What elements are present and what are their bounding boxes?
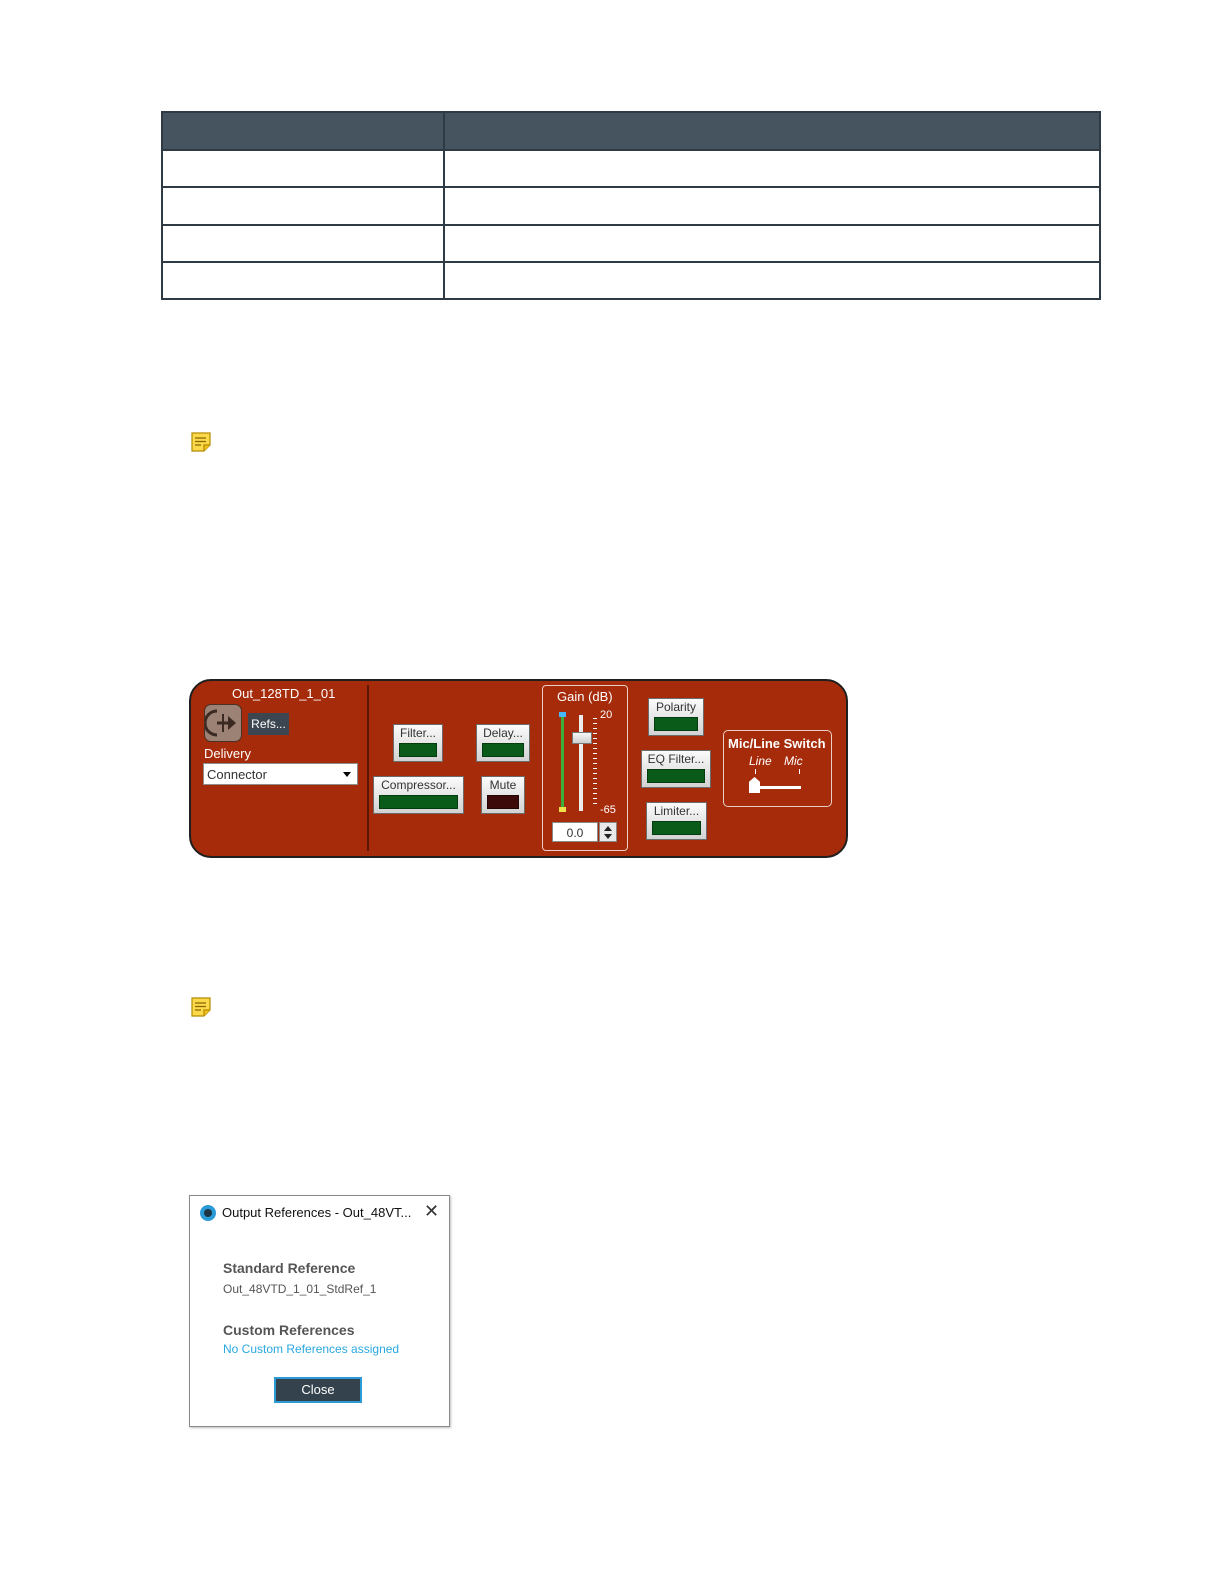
table-row [162, 225, 1100, 262]
table-header-row [162, 112, 1100, 150]
output-route-icon [205, 705, 241, 741]
delivery-select-value: Connector [207, 767, 267, 782]
standard-reference-heading: Standard Reference [223, 1260, 356, 1276]
compressor-indicator [379, 795, 458, 809]
gain-value-input[interactable]: 0.0 [552, 822, 598, 842]
spin-up-icon[interactable] [604, 826, 612, 831]
eq-filter-indicator [647, 769, 705, 783]
table-cell [444, 262, 1100, 299]
route-icon[interactable] [204, 704, 242, 742]
table-cell [162, 187, 444, 224]
mic-label: Mic [784, 754, 803, 768]
table-cell [162, 225, 444, 262]
custom-references-heading: Custom References [223, 1322, 355, 1338]
switch-tick-mic [799, 769, 800, 774]
standard-reference-value: Out_48VTD_1_01_StdRef_1 [223, 1282, 377, 1296]
table-header-cell [162, 112, 444, 150]
delay-button-label: Delay... [483, 726, 523, 740]
limiter-button-label: Limiter... [653, 804, 700, 818]
filter-button-label: Filter... [399, 726, 436, 740]
gain-meter-top-cap [559, 712, 566, 717]
switch-tick-line [755, 769, 756, 774]
gain-min-label: -65 [600, 804, 616, 816]
delay-button[interactable] [476, 724, 530, 762]
table-cell [162, 262, 444, 299]
compressor-button[interactable] [373, 776, 464, 814]
eq-filter-button-label: EQ Filter... [647, 752, 705, 766]
polarity-button-label: Polarity [655, 700, 696, 714]
gain-level-meter [561, 715, 564, 811]
delivery-label: Delivery [204, 746, 251, 761]
eq-filter-button[interactable] [641, 750, 711, 788]
output-references-dialog [189, 1195, 450, 1427]
gain-spinner[interactable] [599, 822, 617, 842]
note-icon [190, 431, 212, 453]
table-cell [444, 225, 1100, 262]
close-button[interactable]: Close [274, 1377, 362, 1403]
gain-title: Gain (dB) [557, 689, 613, 704]
compressor-button-label: Compressor... [381, 778, 456, 792]
table-row [162, 262, 1100, 299]
table-row [162, 150, 1100, 187]
polarity-button[interactable] [648, 698, 704, 736]
block-name: Out_128TD_1_01 [232, 686, 336, 701]
table-cell [162, 150, 444, 187]
table-cell [444, 150, 1100, 187]
delay-indicator [482, 743, 524, 757]
gain-max-label: 20 [600, 709, 613, 721]
limiter-indicator [652, 821, 701, 835]
polarity-indicator [654, 717, 698, 731]
mic-line-title: Mic/Line Switch [728, 736, 826, 751]
switch-thumb[interactable] [749, 777, 760, 793]
note-icon [190, 996, 212, 1018]
table-row [162, 187, 1100, 224]
gain-control [542, 685, 628, 851]
mute-button[interactable] [481, 776, 525, 814]
switch-rail[interactable] [755, 786, 801, 789]
custom-references-value: No Custom References assigned [223, 1342, 400, 1356]
spin-down-icon[interactable] [604, 834, 612, 839]
gain-slider-thumb[interactable] [572, 732, 592, 744]
spec-table [161, 111, 1101, 300]
output-block-panel [189, 679, 848, 858]
gain-meter-bottom-cap [559, 807, 566, 812]
dialog-title: Output References - Out_48VT... [222, 1205, 412, 1220]
table-header-cell [444, 112, 1100, 150]
gain-scale-ticks [593, 718, 597, 808]
table-cell [444, 187, 1100, 224]
app-icon [200, 1205, 216, 1221]
refs-button[interactable]: Refs... [248, 713, 289, 735]
gain-slider-track[interactable] [579, 715, 583, 811]
limiter-button[interactable] [646, 802, 707, 840]
delivery-select[interactable] [203, 763, 358, 785]
line-label: Line [749, 754, 772, 768]
mic-line-switch [723, 730, 832, 807]
divider [367, 685, 369, 851]
filter-button[interactable] [393, 724, 443, 762]
chevron-down-icon [343, 772, 351, 777]
mute-indicator [487, 795, 519, 809]
close-icon[interactable]: ✕ [424, 1201, 440, 1221]
mute-button-label: Mute [489, 778, 517, 792]
filter-indicator [399, 743, 437, 757]
